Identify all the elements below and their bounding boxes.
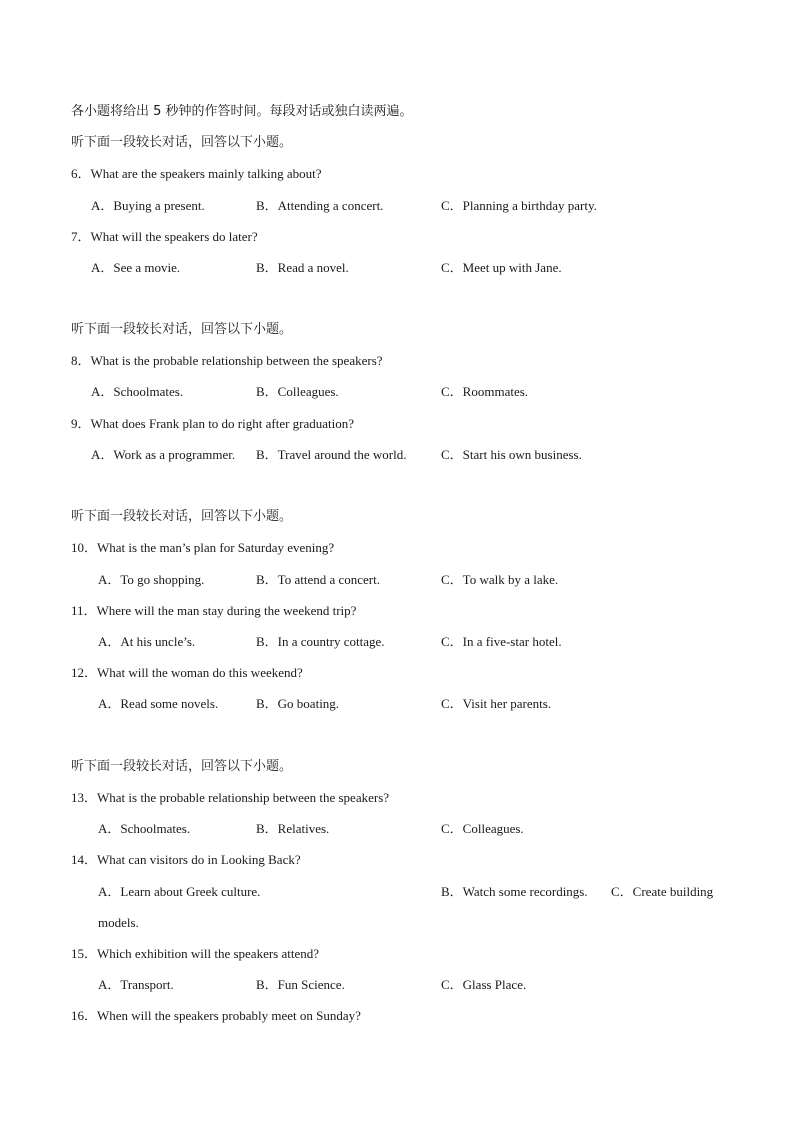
- option-b: B．Travel around the world.: [256, 447, 407, 462]
- question-13: 13．What is the probable relationship between the speakers?: [71, 790, 390, 805]
- option-continuation: models.: [98, 915, 139, 930]
- option-c: C．Meet up with Jane.: [441, 260, 562, 275]
- option-a: A．Work as a programmer.: [91, 447, 236, 462]
- option-a: A．Read some novels.: [98, 696, 219, 711]
- option-c: C．Colleagues.: [441, 821, 524, 836]
- option-b: B．Relatives.: [256, 821, 330, 836]
- question-15: 15．Which exhibition will the speakers attend?: [71, 946, 320, 961]
- option-a: A．Transport.: [98, 977, 174, 992]
- option-a: A．See a movie.: [91, 260, 181, 275]
- option-c: C．Visit her parents.: [441, 696, 552, 711]
- option-b: B．In a country cottage.: [256, 634, 385, 649]
- question-9: 9．What does Frank plan to do right after graduation?: [71, 416, 355, 431]
- question-6: 6．What are the speakers mainly talking about?: [71, 166, 322, 181]
- question-8: 8．What is the probable relationship between the speakers?: [71, 353, 383, 368]
- option-c: C．To walk by a lake.: [441, 572, 559, 587]
- option-b: B．Read a novel.: [256, 260, 349, 275]
- question-7: 7．What will the speakers do later?: [71, 229, 258, 244]
- option-b: B．Watch some recordings.: [441, 884, 588, 899]
- option-a: A．Schoolmates.: [91, 384, 184, 399]
- option-c: C．Start his own business.: [441, 447, 582, 462]
- section-heading: 听下面一段较长对话，回答以下小题。: [71, 759, 293, 774]
- option-c: C．Create building: [611, 884, 714, 899]
- option-a: A．At his uncle’s.: [98, 634, 196, 649]
- option-b: B．Attending a concert.: [256, 198, 384, 213]
- section-heading: 听下面一段较长对话，回答以下小题。: [71, 135, 293, 150]
- option-c: C．In a five-star hotel.: [441, 634, 562, 649]
- option-b: B．Fun Science.: [256, 977, 345, 992]
- question-11: 11．Where will the man stay during the weekend trip?: [71, 603, 357, 618]
- section-heading: 听下面一段较长对话，回答以下小题。: [71, 509, 293, 524]
- question-12: 12．What will the woman do this weekend?: [71, 665, 303, 680]
- option-c: C．Glass Place.: [441, 977, 527, 992]
- option-b: B．Colleagues.: [256, 384, 339, 399]
- intro-text: 各小题将给出 5 秒钟的作答时间。每段对话或独白读两遍。: [71, 104, 413, 119]
- option-c: C．Roommates.: [441, 384, 529, 399]
- option-a: A．Schoolmates.: [98, 821, 191, 836]
- question-14: 14．What can visitors do in Looking Back?: [71, 852, 301, 867]
- option-b: B．To attend a concert.: [256, 572, 380, 587]
- option-a: A．To go shopping.: [98, 572, 205, 587]
- option-c: C．Planning a birthday party.: [441, 198, 597, 213]
- option-a: A．Buying a present.: [91, 198, 205, 213]
- option-a: A．Learn about Greek culture.: [98, 884, 261, 899]
- question-10: 10．What is the man’s plan for Saturday evening?: [71, 540, 335, 555]
- option-b: B．Go boating.: [256, 696, 340, 711]
- question-16: 16．When will the speakers probably meet on Sunday?: [71, 1008, 361, 1023]
- section-heading: 听下面一段较长对话，回答以下小题。: [71, 322, 293, 337]
